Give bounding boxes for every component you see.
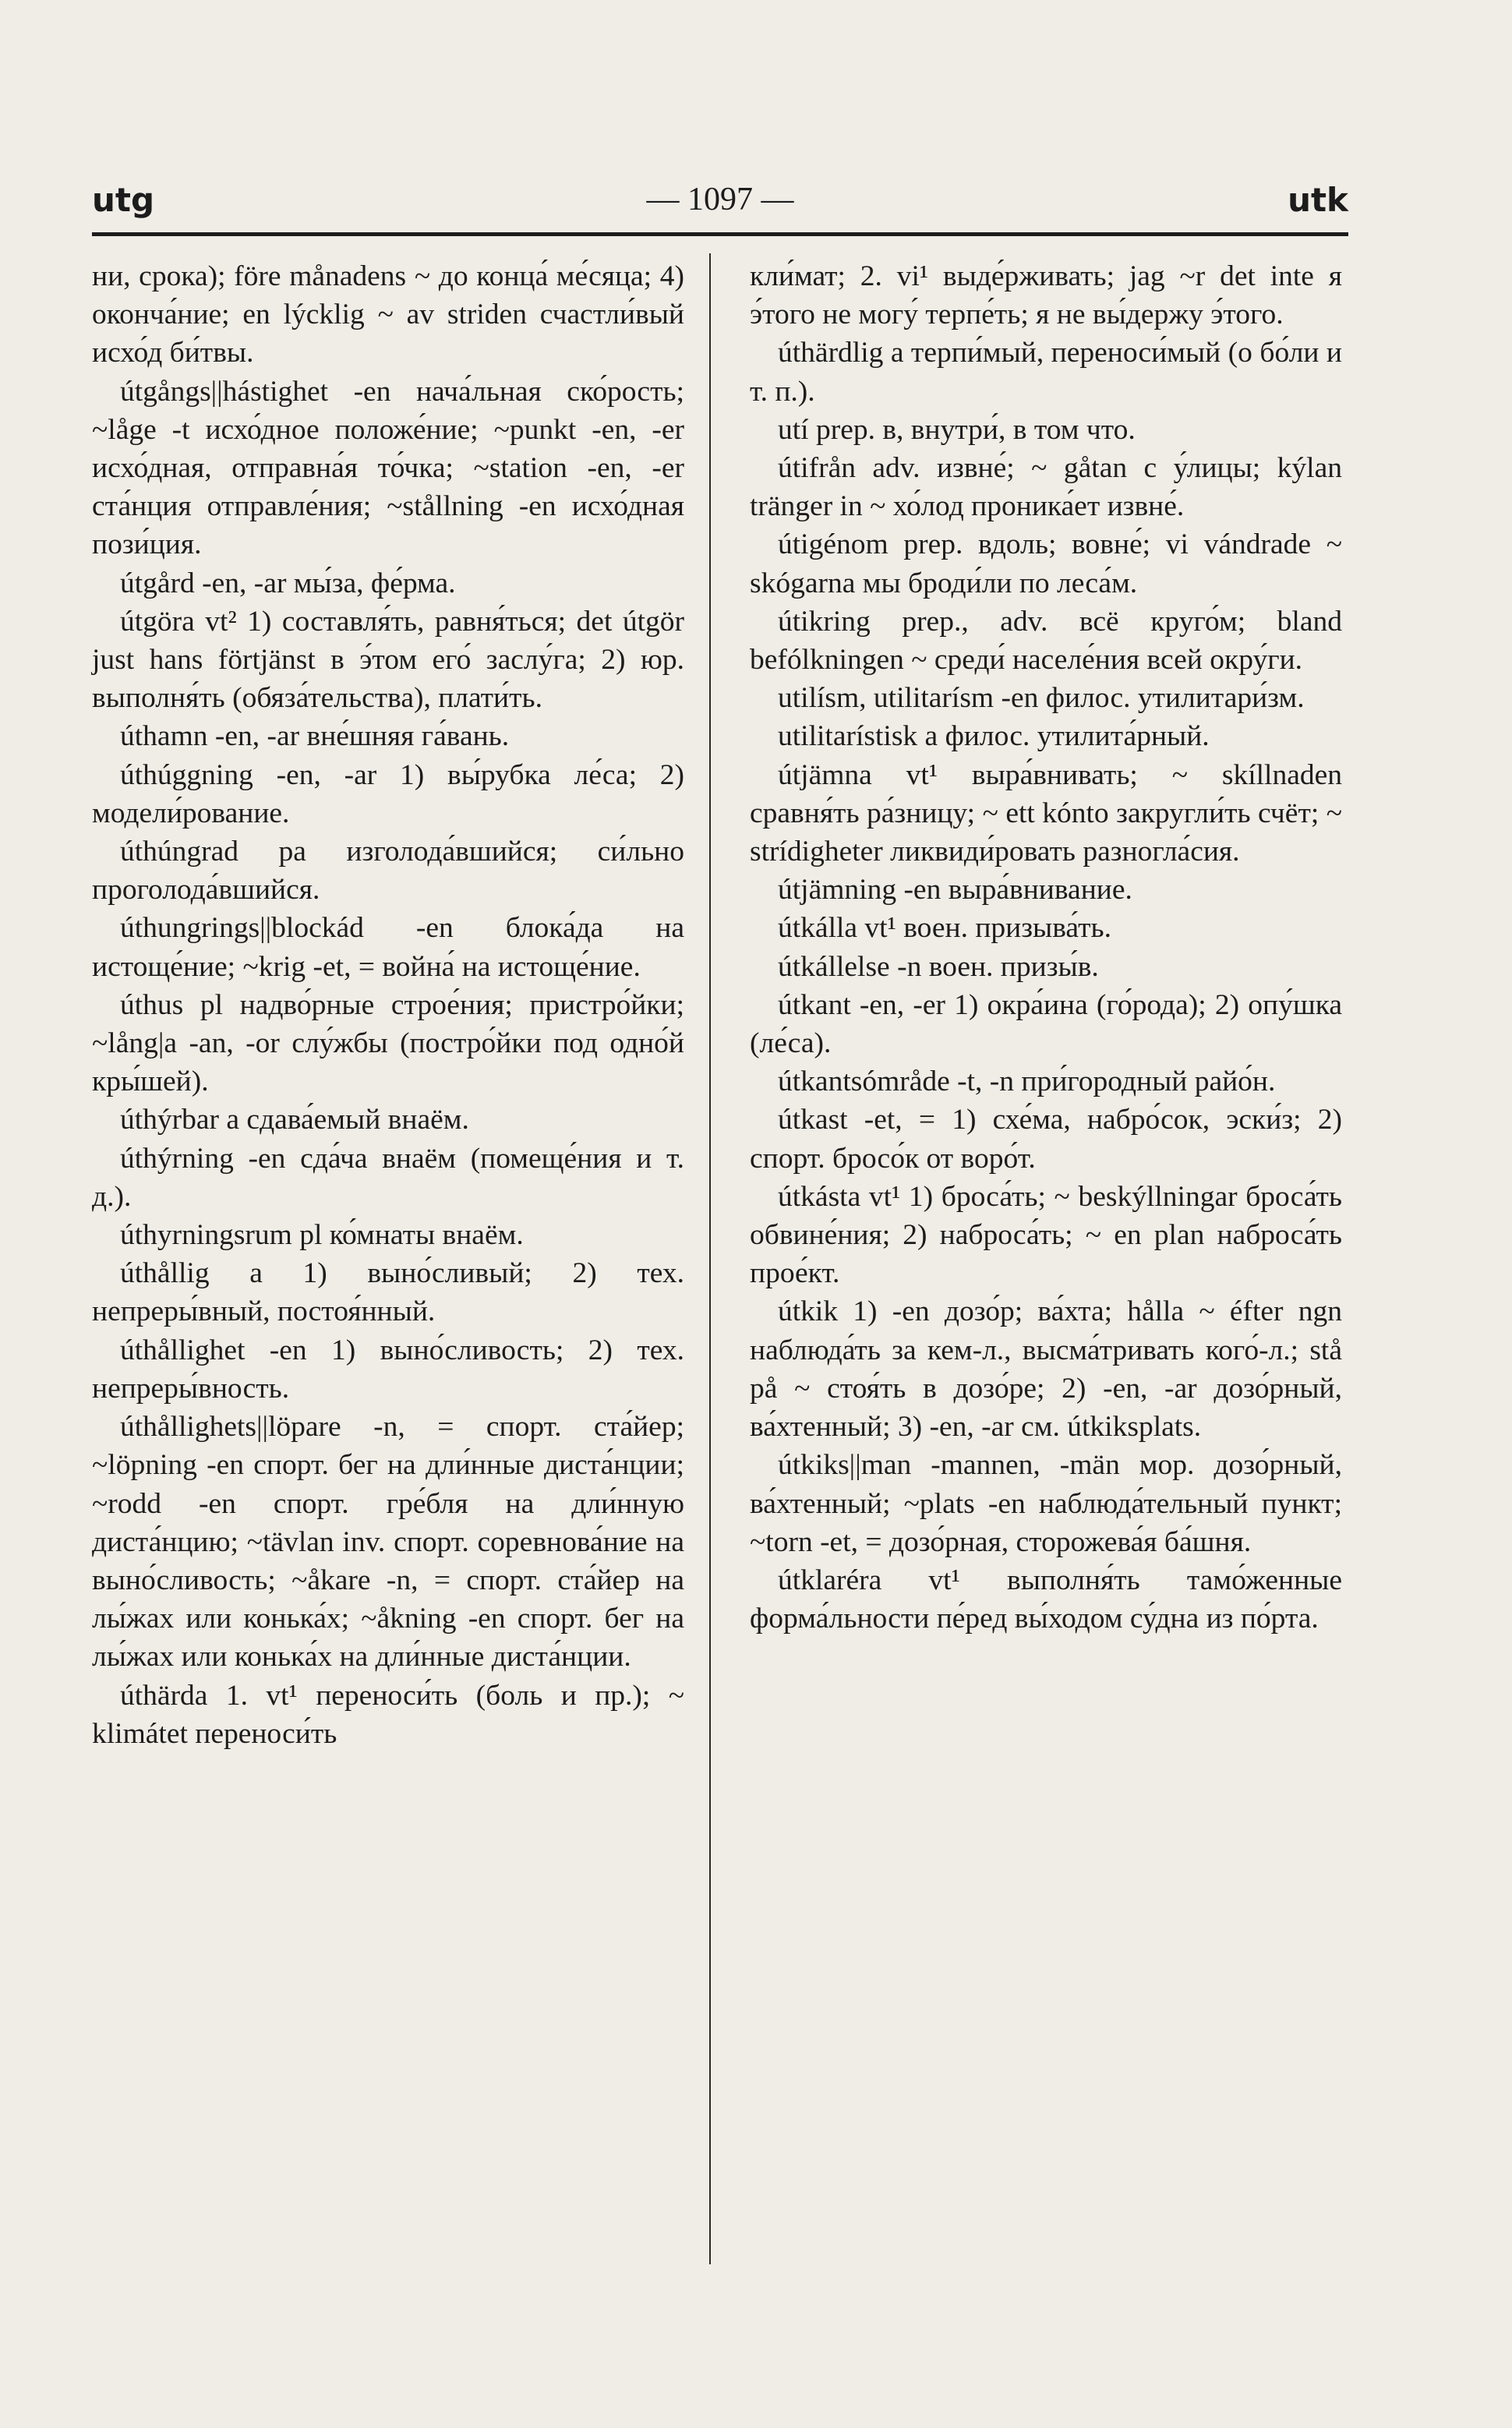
dictionary-entry: útkik 1) -en дозо́р; ва́хта; hålla ~ éfter ngn наблюда́ть за кем-л., высма́тривать кого́-л.; stå på ~ стоя́ть в дозо́ре; 2) -en, -ar дозо́рный, ва́хтенный; 3) -en, -ar см. útkiksplats.	[750, 1295, 1342, 1444]
right-column	[750, 257, 1342, 1638]
dictionary-entry: úthýrning -en сда́ча внаём (помеще́ния и т. д.).	[92, 1142, 684, 1213]
dictionary-entry: úthungrings||blockád -en блока́да на истоще́ние; ~krig -et, = война́ на истоще́ние.	[92, 912, 684, 983]
dictionary-entry: útigénom prep. вдоль; вовне́; vi vándrade ~ skógarna мы броди́ли по леса́м.	[750, 528, 1342, 599]
dictionary-entry: úthýrbar a сдава́емый внаём.	[120, 1104, 469, 1136]
dictionary-entry: utilitarístisk a филос. утилита́рный.	[778, 720, 1210, 753]
dictionary-entry: utilísm, utilitarísm -en филос. утилитари́зм.	[778, 682, 1305, 715]
dictionary-entry: útgård -en, -ar мы́за, фе́рма.	[120, 567, 456, 599]
dictionary-entry: úthållig a 1) выно́сливый; 2) тех. непреры́вный, постоя́нный.	[92, 1257, 684, 1328]
dictionary-entry: útifrån adv. извне́; ~ gåtan с у́лицы; kýlan tränger in ~ хо́лод проника́ет извне́.	[750, 452, 1342, 523]
dictionary-entry: úthållighets||löpare -n, = спорт. ста́йер; ~löpning -en спорт. бег на дли́нные диста́нции; ~rodd -en спорт. гре́бля на дли́нную диста́нцию; ~tävlan inv. спорт. соревнова́ние на выно́сливость; ~åkare -n, = спорт. ста́йер на лы́жах или конька́х; ~åkning -en спорт. бег на лы́жах или конька́х на дли́нные диста́нции.	[92, 1411, 684, 1673]
page-header	[92, 181, 1348, 229]
dictionary-entry: útjämning -en выра́внивание.	[778, 874, 1132, 907]
header-left-guide-word: utg	[92, 181, 155, 219]
dictionary-entry: ни, срока); före månadens ~ до конца́ ме́сяца; 4) оконча́ние; en lýcklig ~ av striden счастли́вый исхо́д би́твы.	[92, 260, 684, 369]
dictionary-entry: úthärdlig a терпи́мый, переноси́мый (о бо́ли и т. п.).	[750, 337, 1342, 408]
dictionary-entry: útgångs||hástighet -en нача́льная ско́рость; ~låge -t исхо́дное положе́ние; ~punkt -en, -er исхо́дная, отправна́я то́чка; ~station -en, -er ста́нция отправле́ния; ~stållning -en исхо́дная пози́ция.	[92, 375, 684, 561]
dictionary-entry: útkant -en, -er 1) окра́ина (го́рода); 2) опу́шка (ле́са).	[750, 988, 1342, 1060]
dictionary-entry: útgöra vt² 1) составля́ть, равня́ться; det útgör just hans förtjänst в э́том его́ заслу́га; 2) юр. выполня́ть (обяза́тельства), плати́ть.	[92, 605, 684, 715]
dictionary-entry: útklaréra vt¹ выполня́ть тамо́женные форма́льности пе́ред вы́ходом су́дна из по́рта.	[750, 1564, 1342, 1635]
dictionary-entry: úthúngrad pa изголода́вшийся; си́льно проголода́вшийся.	[92, 836, 684, 907]
dictionary-entry: útkállelse -n воен. призы́в.	[778, 950, 1099, 983]
dictionary-entry: úthúggning -en, -ar 1) вы́рубка ле́са; 2) модели́рование.	[92, 758, 684, 829]
column-divider	[709, 253, 711, 2264]
dictionary-entry: útkast -et, = 1) схе́ма, набро́сок, эски́з; 2) спорт. бросо́к от воро́т.	[750, 1104, 1342, 1175]
dictionary-entry: кли́мат; 2. vi¹ выде́рживать; jag ~r det inte я э́того не могу́ терпе́ть; я не вы́держу э́того.	[750, 260, 1342, 331]
dictionary-entry: úthamn -en, -ar вне́шняя га́вань.	[120, 720, 510, 753]
dictionary-entry: útkiks||man -mannen, -män мор. дозо́рный, ва́хтенный; ~plats -en наблюда́тельный пункт; ~torn -et, = дозо́рная, сторожева́я ба́шня.	[750, 1449, 1342, 1558]
dictionary-entry: útkálla vt¹ воен. призыва́ть.	[778, 912, 1111, 945]
dictionary-entry: utí prep. в, внутри́, в том что.	[778, 413, 1136, 446]
dictionary-entry: úthärda 1. vt¹ переноси́ть (боль и пр.); ~ klimátet переноси́ть	[92, 1679, 684, 1750]
dictionary-entry: útkantsómråde -t, -n при́городный райо́н.	[778, 1066, 1276, 1098]
dictionary-entry: útjämna vt¹ выра́внивать; ~ skíllnaden сравня́ть ра́зницу; ~ ett kónto закругли́ть счёт; ~ strídigheter ликвиди́ровать разногла́сия.	[750, 758, 1342, 868]
dictionary-entry: úthyrningsrum pl ко́мнаты внаём.	[120, 1219, 524, 1252]
left-column	[92, 257, 684, 1753]
dictionary-entry: útkásta vt¹ 1) броса́ть; ~ beskýllningar броса́ть обвине́ния; 2) наброса́ть; ~ en plan наброса́ть прое́кт.	[750, 1180, 1342, 1290]
dictionary-entry: úthus pl надво́рные строе́ния; пристро́йки; ~lång|a -an, -or слу́жбы (постро́йки под одно́й кры́шей).	[92, 988, 684, 1098]
header-right-guide-word: utk	[1288, 181, 1348, 219]
dictionary-entry: úthållighet -en 1) выно́сливость; 2) тех. непреры́вность.	[92, 1334, 684, 1405]
header-rule	[92, 232, 1348, 236]
page-number: — 1097 —	[646, 182, 794, 217]
dictionary-entry: útikring prep., adv. всё круго́м; bland befólkningen ~ среди́ населе́ния всей окру́ги.	[750, 605, 1342, 677]
